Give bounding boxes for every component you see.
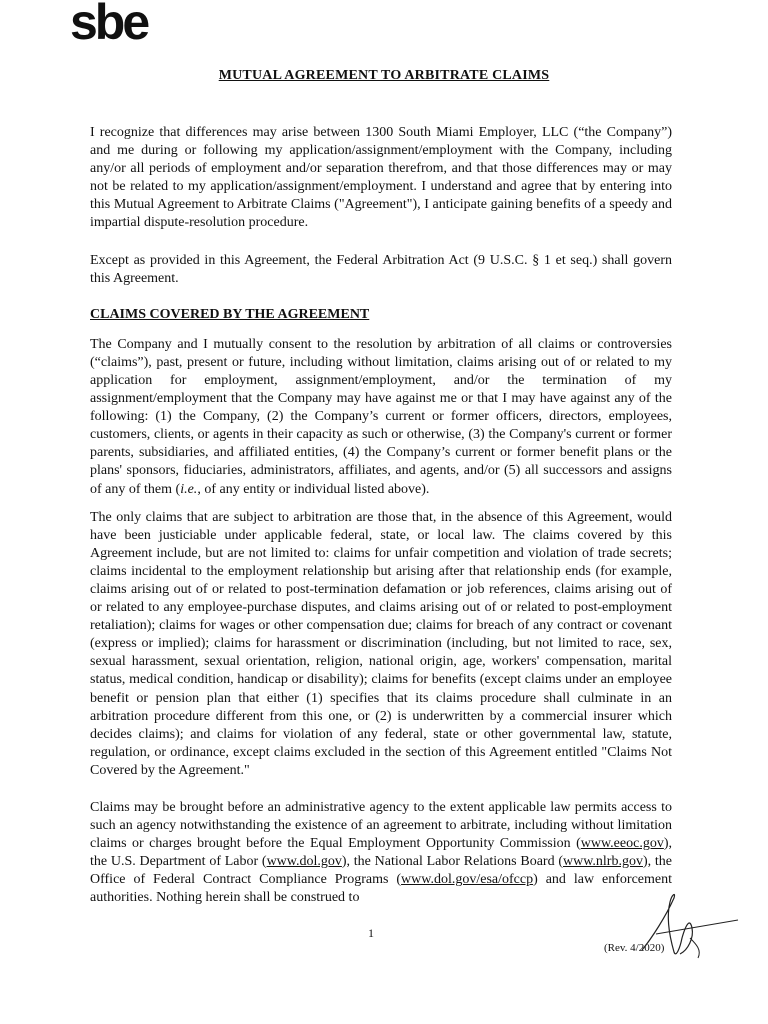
consent-text: The Company and I mutually consent to the resolution by arbitration of all claims or controversies (“claims”), past, present or future, including without limitation, claims arising out of or related to my application for employment, assignment/employment, and/or the termination of my assignment/employment that the Company may have against me or that I may have against any of the following: (1) the Company, (2) the Company’s current or former officers, directors, employees, customers, clients, or agents in their capacity as such or otherwise, (3) the Company's current or former parents, subsidiaries, and affiliated entities, (4) the Company’s current or former benefit plans or the plans' sponsors, fiduciaries, administrators, affiliates, and agents, and/or (5) all successors and assigns of any of them ( [90, 336, 672, 497]
agency-text-2: ), the U.S. Department of Labor ( [90, 836, 672, 870]
page-number: 1 [368, 926, 374, 940]
faa-paragraph: Except as provided in this Agreement, the Federal Arbitration Act (9 U.S.C. § 1 et seq.) shall govern this Agreement. [90, 252, 672, 286]
agency-paragraph [90, 799, 672, 908]
ofccp-link[interactable]: www.dol.gov/esa/ofccp [401, 872, 534, 888]
agency-text-5: ) and law enforcement authorities. Nothing herein shall be construed to [90, 872, 672, 906]
consent-text-end: , of any entity or individual listed above). [197, 481, 430, 497]
agency-text-3: ), the National Labor Relations Board ( [341, 854, 563, 870]
intro-paragraph: I recognize that differences may arise between 1300 South Miami Employer, LLC (“the Company”) and me during or following my application/assignment/employment with the Company, including any/or all periods of employment and/or separation therefrom, and that those differences may or may not be related to my application/assignment/employment. I understand and agree that by entering into this Mutual Agreement to Arbitrate Claims ("Agreement"), I anticipate gaining benefits of a speedy and impartial dispute-resolution procedure. [90, 125, 672, 231]
initials-signature-icon [630, 888, 742, 964]
eeoc-link[interactable]: www.eeoc.gov [580, 836, 664, 852]
dol-link[interactable]: www.dol.gov [266, 854, 342, 870]
revision-label: (Rev. 4/2020) [604, 942, 665, 954]
nlrb-link[interactable]: www.nlrb.gov [563, 854, 643, 870]
document-body [90, 124, 672, 908]
sbe-logo: sbe [70, 0, 148, 50]
section-heading-claims-covered: CLAIMS COVERED BY THE AGREEMENT [90, 306, 370, 322]
consent-paragraph [90, 336, 672, 499]
consent-ie: i.e. [180, 481, 198, 497]
document-title: MUTUAL AGREEMENT TO ARBITRATE CLAIMS [218, 68, 550, 83]
agency-text-1: Claims may be brought before an administrative agency to the extent applicable law permits access to such an agency notwithstanding the existence of an agreement to arbitrate, including without limitation claims or charges brought before the Equal Employment Opportunity Commission ( [90, 800, 672, 852]
agency-text-4: ), the Office of Federal Contract Compliance Programs ( [90, 854, 672, 888]
covered-claims-paragraph: The only claims that are subject to arbitration are those that, in the absence of this Agreement, would have been justiciable under applicable federal, state, or local law. The claims covered by this Agreement include, but are not limited to: claims for unfair competition and violation of trade secrets; claims incidental to the employment relationship but arising after that relationship ends (for example, claims arising out of or related to post-termination defamation or job references, claims arising out of or related to any employee-purchase disputes, and claims arising out of or related to post-employment retaliation); claims for wages or other compensation due; claims for breach of any contract or covenant (express or implied); claims for harassment or discrimination (including, but not limited to race, sex, sexual harassment, sexual orientation, religion, national origin, age, workers' compensation, marital status, medical condition, handicap or disability); claims for benefits (except claims under an employee benefit or pension plan that either (1) specifies that its claims procedure shall culminate in an arbitration procedure different from this one, or (2) is underwritten by a commercial insurer which decides claims); and claims for violation of any federal, state or other governmental law, statute, regulation, or ordinance, except claims excluded in the section of this Agreement entitled "Claims Not Covered by the Agreement." [90, 509, 672, 778]
